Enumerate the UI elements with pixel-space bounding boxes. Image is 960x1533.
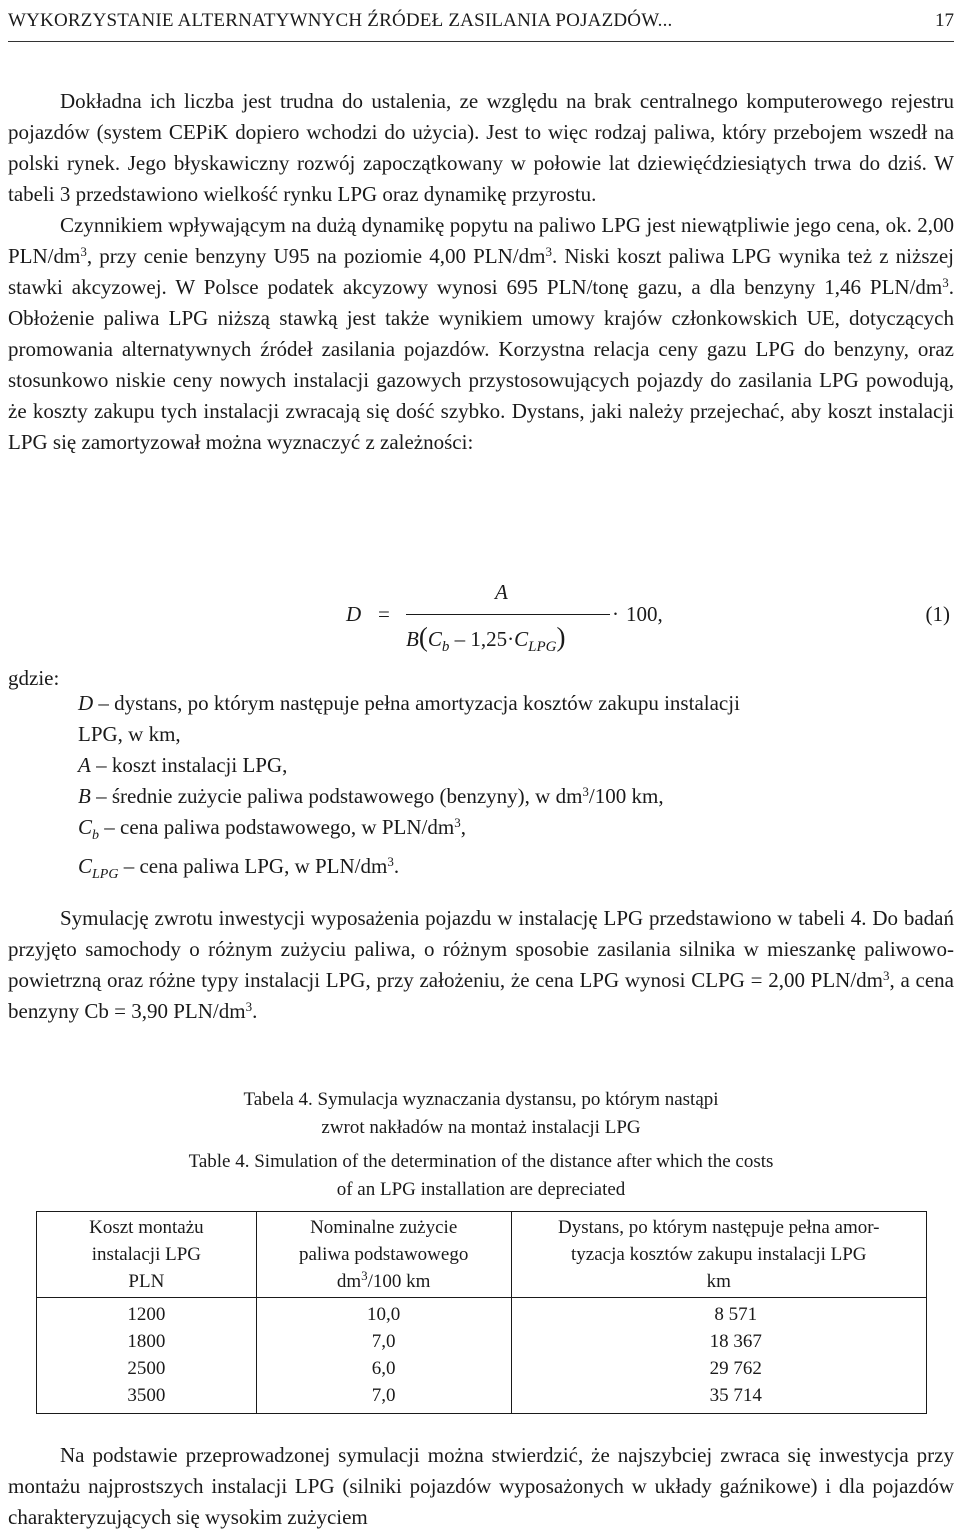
running-header bbox=[8, 6, 954, 36]
table-row: 3500 7,0 35 714 bbox=[37, 1382, 927, 1414]
formula-lhs: D bbox=[346, 602, 362, 626]
fraction-line bbox=[406, 614, 610, 615]
formula-factor: 100, bbox=[626, 602, 663, 626]
table-caption-pl: Tabela 4. Symulacja wyznaczania dystansu, po którym nastąpi zwrot nakładów na montaż instalacji LPG bbox=[243, 1089, 719, 1138]
definitions-list bbox=[78, 688, 938, 890]
paragraph-3: Symulację zwrotu inwestycji wyposażenia pojazdu w instalację LPG przedstawiono w tabeli 4. Do badań przyjęto samochody o różnym zużyciu paliwa, o różnym sposobie zasilania silnika w mieszankę paliwowo-powietrzną oraz różne typy instalacji LPG, przy założeniu, że cena LPG wynosi CLPG = 2,00 PLN/$dm^3$, a cena benzyny Cb = 3,90 PLN/$dm^3$. bbox=[8, 906, 954, 1023]
page-number: 17 bbox=[935, 10, 954, 31]
header-cost: Koszt montażu instalacji LPG PLN bbox=[37, 1212, 257, 1298]
header-consumption: Nominalne zużycie paliwa podstawowego $dm^3/100$ km bbox=[256, 1212, 511, 1298]
formula-multiply: · bbox=[612, 602, 619, 626]
definition-d-cont: LPG, w km, bbox=[78, 722, 181, 746]
formula-fraction bbox=[406, 580, 616, 660]
formula-denominator: $B(C_b - 1,25\cdot C_{LPG})$ bbox=[406, 622, 566, 656]
header-distance: Dystans, po którym następuje pełna amor- tyzacja kosztów zakupu instalacji LPG km bbox=[511, 1212, 926, 1298]
data-table bbox=[36, 1211, 927, 1414]
table-caption-en: Table 4. Simulation of the determination of the distance after which the costs of an LPG installation are depreciated bbox=[188, 1151, 774, 1200]
where-label: gdzie: bbox=[8, 666, 60, 690]
body-text-section-3 bbox=[8, 1440, 954, 1533]
equation-number: (1) bbox=[925, 602, 950, 626]
formula-numerator: A bbox=[495, 580, 508, 604]
formula-equals: = bbox=[378, 602, 390, 626]
table-row: 1800 7,0 18 367 bbox=[37, 1328, 927, 1355]
equation-1 bbox=[8, 580, 954, 660]
body-text-section-2 bbox=[8, 903, 954, 1027]
definition-d: D – dystans, po którym następuje pełna amortyzacja kosztów zakupu instalacji bbox=[78, 691, 740, 715]
table-header-row bbox=[37, 1212, 927, 1298]
paragraph-2: Czynnikiem wpływającym na dużą dynamikę popytu na paliwo LPG jest niewątpliwie jego cena, ok. 2,00 PLN/$dm^3$, przy cenie benzyny U95 na poziomie 4,00 PLN/$dm^3$. Niski koszt paliwa LPG wynika też z niższej stawki akcyzowej. W Polsce podatek akcyzowy wynosi 695 PLN/tonę gazu, a dla benzyny 1,46 PLN/$dm^3$. Obłożenie paliwa LPG niższą stawką jest także wynikiem umowy krajów członkowskich UE, dotyczących promowania alternatywnych źródeł zasilania pojazdów. Korzystna relacja ceny gazu LPG do benzyny, oraz stosunkowo niskie ceny nowych instalacji gazowych przystosowujących pojazdy do zasilania LPG powodują, że koszty zakupu tych instalacji zwracają się dość szybko. Dystans, jaki należy przejechać, aby koszt instalacji LPG się zamortyzował można wyznaczyć z zależności: bbox=[8, 213, 954, 454]
definition-clpg: $C_{LPG}$ – cena paliwa LPG, w PLN/$dm^3$. bbox=[78, 854, 400, 883]
paragraph-4: Na podstawie przeprowadzonej symulacji można stwierdzić, że najszybciej zwraca się inwestycja przy montażu najprostszych instalacji LPG (silniki pojazdów wyposażonych w układy gaźnikowe) i dla pojazdów charakteryzujących się wysokim zużyciem bbox=[8, 1443, 954, 1529]
header-divider bbox=[8, 41, 954, 42]
body-text-section-1 bbox=[8, 86, 954, 458]
table-row: 2500 6,0 29 762 bbox=[37, 1355, 927, 1382]
definition-cb: $C_b$ – cena paliwa podstawowego, w PLN/$dm^3$, bbox=[78, 815, 466, 844]
definition-a: A – koszt instalacji LPG, bbox=[78, 753, 288, 777]
definition-b: B – średnie zużycie paliwa podstawowego (benzyny), w $dm^3/100$ km, bbox=[78, 784, 664, 808]
running-title: WYKORZYSTANIE ALTERNATYWNYCH ŹRÓDEŁ ZASILANIA POJAZDÓW... bbox=[8, 10, 673, 31]
paragraph-1: Dokładna ich liczba jest trudna do ustalenia, ze względu na brak centralnego komputerowego rejestru pojazdów (system CEPiK dopiero wchodzi do użycia). Jest to więc rodzaj paliwa, który przebojem wszedł na polski rynek. Jego błyskawiczny rozwój zapoczątkowany w połowie lat dziewięćdziesiątych trwa do dziś. W tabeli 3 przedstawiono wielkość rynku LPG oraz dynamikę przyrostu. bbox=[8, 89, 954, 206]
table-row: 1200 10,0 8 571 bbox=[37, 1298, 927, 1329]
